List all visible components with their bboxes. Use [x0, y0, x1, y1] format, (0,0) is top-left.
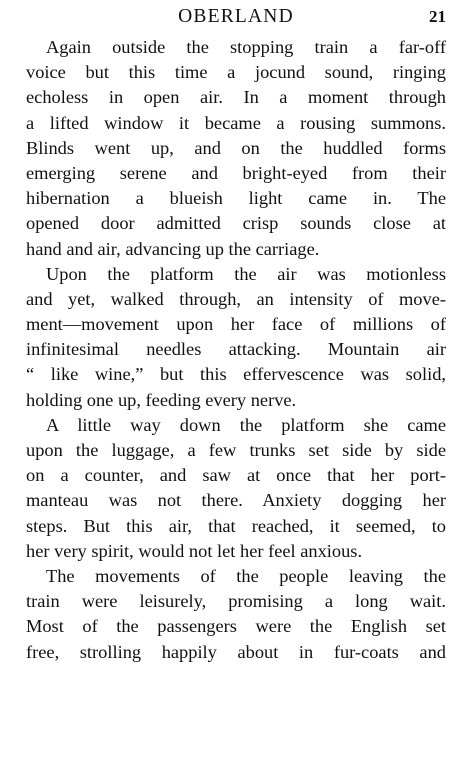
text-line: emerging serene and bright-eyed from their: [26, 162, 446, 183]
text-line: Again outside the stopping train a far-off: [46, 37, 446, 57]
text-line: holding one up, feeding every nerve.: [26, 389, 297, 410]
running-title: OBERLAND: [178, 6, 294, 27]
page-number: 21: [429, 7, 446, 26]
text-line: voice but this time a jocund sound, ringing: [26, 62, 446, 83]
text-line: manteau was not there. Anxiety dogging her: [26, 490, 446, 511]
text-line: hibernation a blueish light came in. The: [26, 188, 446, 209]
text-line: “ like wine,” but this effervescence was solid,: [26, 364, 446, 385]
text-line: upon the luggage, a few trunks set side by side: [26, 440, 446, 460]
body-text: [26, 35, 446, 665]
text-line: Most of the passengers were the English set: [26, 616, 446, 637]
paragraph-3: [26, 413, 446, 564]
text-line: train were leisurely, promising a long wait.: [26, 591, 446, 612]
text-line: on a counter, and saw at once that her port-: [26, 465, 446, 486]
text-line: Blinds went up, and on the huddled forms: [26, 137, 446, 158]
text-line: opened door admitted crisp sounds close at: [26, 213, 446, 234]
paragraph-1: [26, 35, 446, 262]
text-line: hand and air, advancing up the carriage.: [26, 238, 320, 259]
text-line: A little way down the platform she came: [46, 414, 446, 435]
text-line: infinitesimal needles attacking. Mountain air: [26, 339, 446, 360]
running-header: [26, 5, 446, 29]
text-line: echoless in open air. In a moment through: [26, 87, 446, 108]
text-line: Upon the platform the air was motionless: [46, 263, 446, 284]
text-line: ment—movement upon her face of millions of: [26, 314, 446, 335]
text-line: and yet, walked through, an intensity of move-: [26, 288, 446, 309]
paragraph-4: [26, 564, 446, 665]
text-line: her very spirit, would not let her feel anxious.: [26, 540, 363, 561]
text-line: free, strolling happily about in fur-coats and: [26, 641, 446, 662]
paragraph-2: [26, 262, 446, 413]
text-line: steps. But this air, that reached, it seemed, to: [26, 515, 446, 536]
text-line: The movements of the people leaving the: [46, 565, 446, 586]
text-line: a lifted window it became a rousing summons.: [26, 112, 446, 133]
